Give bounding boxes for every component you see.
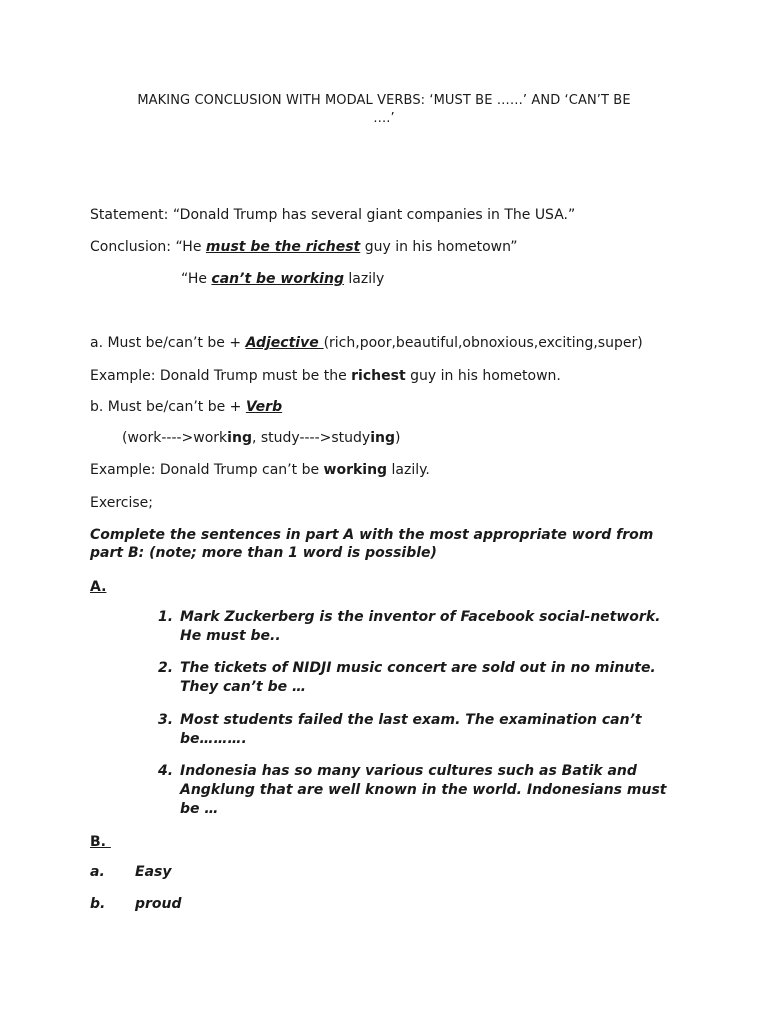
conclusion-emphasis-2: can’t be working	[211, 271, 344, 287]
option-letter: b.	[90, 896, 106, 912]
exercise-item	[158, 762, 668, 819]
example-verb-bold: working	[323, 462, 388, 478]
option-letter: a.	[90, 864, 105, 880]
example-adjective: Example: Donald Trump must be the richest guy in his hometown.	[90, 368, 561, 384]
exercise-item	[158, 608, 668, 646]
item-text: Most students failed the last exam. The examination can’t be……….	[180, 712, 642, 747]
example-adjective-bold: richest	[351, 368, 406, 384]
rule-verb-emphasis: Verb	[245, 399, 283, 415]
document-title	[90, 92, 678, 128]
verb-forms-line: (work---->working, study---->studying)	[122, 430, 401, 446]
title-line-2: ….’	[373, 111, 395, 126]
statement-line: Statement: “Donald Trump has several giant companies in The USA.”	[90, 207, 576, 223]
item-number: 4.	[158, 763, 174, 779]
conclusion-line-1: Conclusion: “He must be the richest guy in his hometown”	[90, 239, 518, 255]
exercise-label: Exercise;	[90, 495, 153, 511]
item-text: The tickets of NIDJI music concert are sold out in no minute. They can’t be …	[180, 660, 656, 695]
part-b-label: B.	[90, 834, 111, 850]
item-number: 1.	[158, 609, 174, 625]
option-word: proud	[135, 896, 182, 912]
example-verb: Example: Donald Trump can’t be working lazily.	[90, 462, 430, 478]
conclusion-line-2: “He can’t be working lazily	[181, 271, 385, 287]
exercise-item	[158, 659, 668, 697]
rule-adjective-emphasis: Adjective	[245, 335, 324, 351]
item-number: 3.	[158, 712, 174, 728]
exercise-instruction: Complete the sentences in part A with the most appropriate word from part B: (note; more than 1 word is possible)	[90, 527, 654, 561]
exercise-item	[158, 711, 668, 749]
rule-verb: b. Must be/can’t be + Verb	[90, 399, 283, 415]
part-a-label: A.	[90, 579, 107, 595]
rule-adjective: a. Must be/can’t be + Adjective (rich,poor,beautiful,obnoxious,exciting,super)	[90, 335, 643, 351]
title-line-1: MAKING CONCLUSION WITH MODAL VERBS: ‘MUST BE ……’ AND ‘CAN’T BE	[137, 93, 631, 108]
item-text: Mark Zuckerberg is the inventor of Facebook social-network. He must be..	[180, 609, 661, 644]
item-number: 2.	[158, 660, 174, 676]
item-text: Indonesia has so many various cultures such as Batik and Angklung that are well known in the world. Indonesians must be …	[180, 763, 667, 817]
option-word: Easy	[135, 864, 172, 880]
conclusion-emphasis-1: must be the richest	[205, 239, 361, 255]
